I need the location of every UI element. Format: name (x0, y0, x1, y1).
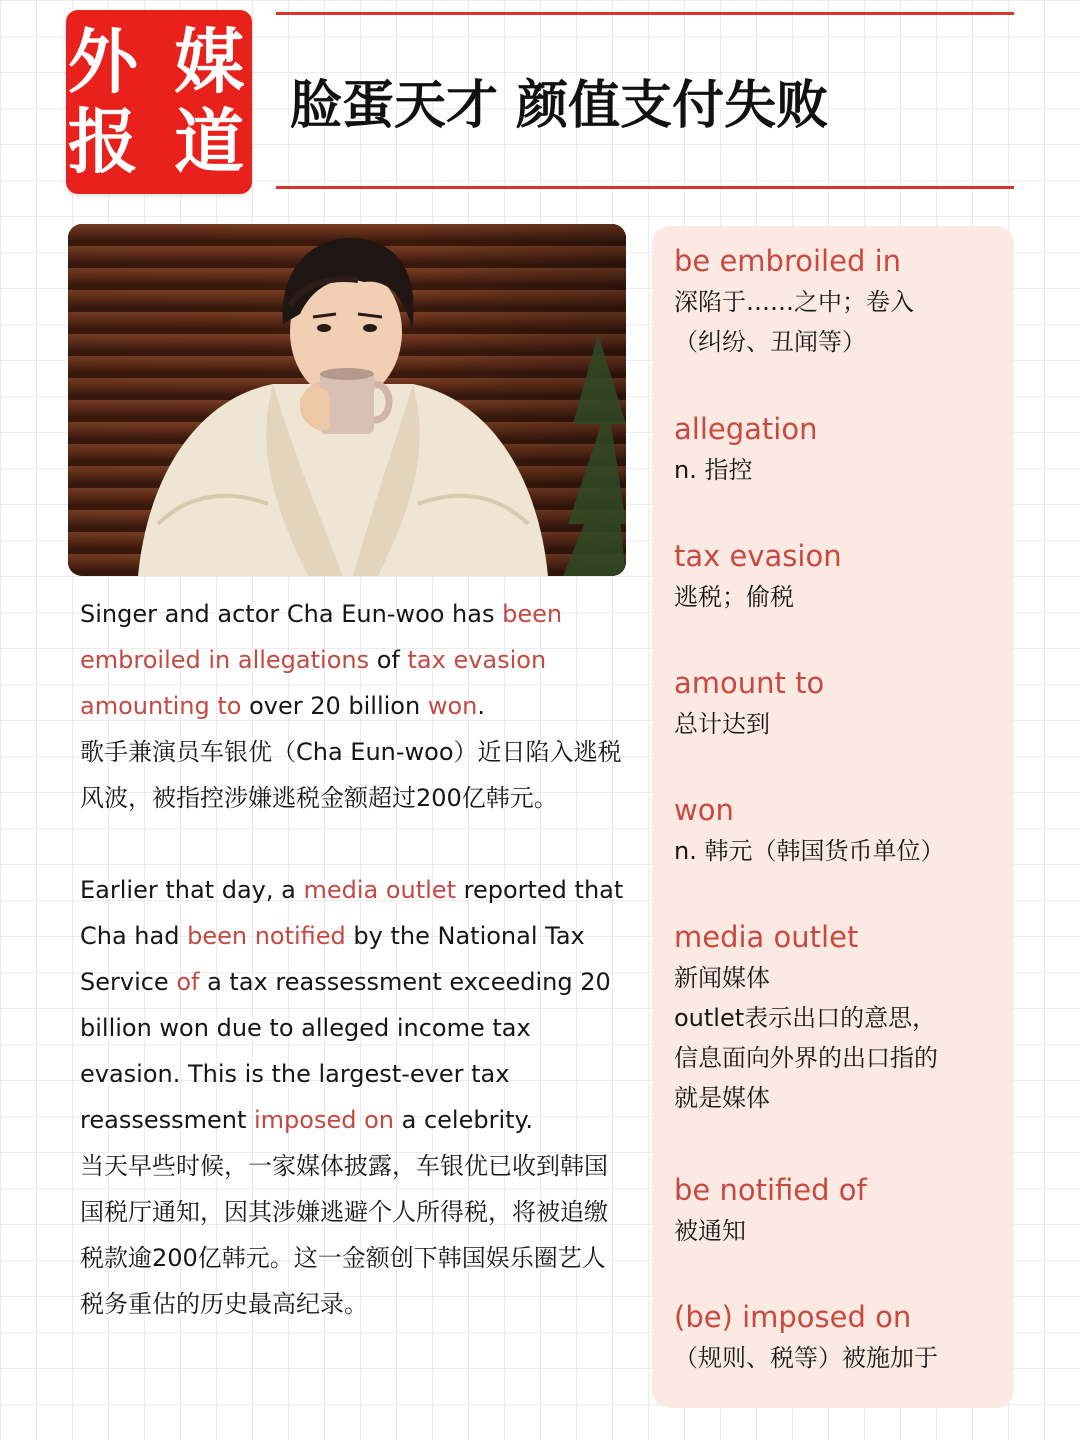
vocab-meaning: 被通知 (674, 1217, 746, 1245)
vocab-meaning: n. 韩元（韩国货币单位） (674, 837, 945, 865)
vocab-meaning: 总计达到 (674, 710, 770, 738)
sentence-text: Singer and actor Cha Eun-woo has (80, 600, 503, 628)
header-badge (66, 10, 252, 194)
vocab-meaning: 新闻媒体 (674, 964, 770, 992)
vocab-term: allegation (674, 412, 818, 446)
badge-line-2: 报 道 (67, 100, 251, 183)
vocab-term: (be) imposed on (674, 1300, 912, 1334)
sentence-text: reported that Cha had (80, 876, 624, 950)
sentence-text: over 20 billion (241, 692, 428, 720)
vocab-term: amount to (674, 666, 825, 700)
sentence-text: a tax reassessment exceeding 20 billion won due to alleged income tax evasion. This is the largest-ever tax reassessment (80, 968, 611, 1134)
photo-illustration (68, 224, 626, 576)
vocab-term: media outlet (674, 920, 859, 954)
badge-line-1: 外 媒 (67, 20, 251, 103)
article-paragraph-2 (80, 867, 628, 1327)
vocab-entry-media-outlet (674, 916, 1004, 1118)
vocab-entry-imposed-on (674, 1296, 1004, 1378)
paragraph-2-english (80, 876, 623, 1134)
vocab-term: be embroiled in (674, 244, 902, 278)
highlighted-phrase: media outlet (303, 876, 456, 904)
paragraph-1-chinese: 歌手兼演员车银优（Cha Eun-woo）近日陷入逃税风波，被指控涉嫌逃税金额超过200亿韩元。 (80, 738, 622, 812)
vocab-entry-amount-to (674, 662, 1004, 744)
vocab-term: won (674, 793, 734, 827)
article-photo (68, 224, 626, 576)
highlighted-phrase: been notified (187, 922, 346, 950)
vocab-meaning: 信息面向外界的出口指的 (674, 1044, 938, 1072)
vocab-meaning: n. 指控 (674, 456, 753, 484)
highlighted-phrase: imposed on (254, 1106, 394, 1134)
title-rule-bottom (276, 186, 1014, 189)
sentence-text: a celebrity. (394, 1106, 533, 1134)
vocab-meaning: 就是媒体 (674, 1084, 770, 1112)
vocab-meaning: （纠纷、丑闻等） (674, 328, 866, 356)
highlighted-phrase: tax evasion amounting to (80, 646, 547, 720)
article-paragraph-1 (80, 591, 628, 821)
vocab-meaning: 逃税；偷税 (674, 583, 794, 611)
sentence-text: Earlier that day, a (80, 876, 304, 904)
sentence-text: of (369, 646, 408, 674)
title-rule-top (276, 12, 1014, 15)
vocab-entry-tax-evasion (674, 535, 1004, 617)
sentence-text: by the National Tax Service (80, 922, 585, 996)
vocab-term: be notified of (674, 1173, 867, 1207)
vocab-entry-won (674, 789, 1004, 871)
highlighted-phrase: been embroiled in allegations (80, 600, 563, 674)
vocab-meaning: outlet表示出口的意思， (674, 1004, 937, 1032)
highlighted-phrase: of (176, 968, 200, 996)
vocab-term: tax evasion (674, 539, 842, 573)
paragraph-1-english (80, 600, 562, 720)
sentence-text: . (477, 692, 485, 720)
highlighted-phrase: won (427, 692, 478, 720)
vocab-meaning: 深陷于……之中；卷入 (674, 288, 914, 316)
vocab-meaning: （规则、税等）被施加于 (674, 1344, 938, 1372)
page-title: 脸蛋天才 颜值支付失败 (290, 76, 829, 136)
vocab-entry-be-embroiled-in (674, 240, 1004, 362)
vocab-entry-allegation (674, 408, 1004, 490)
vocab-entry-be-notified-of (674, 1169, 1004, 1251)
paragraph-2-chinese: 当天早些时候，一家媒体披露，车银优已收到韩国国税厅通知，因其涉嫌逃避个人所得税，将被追缴税款逾200亿韩元。这一金额创下韩国娱乐圈艺人税务重估的历史最高纪录。 (80, 1152, 608, 1318)
